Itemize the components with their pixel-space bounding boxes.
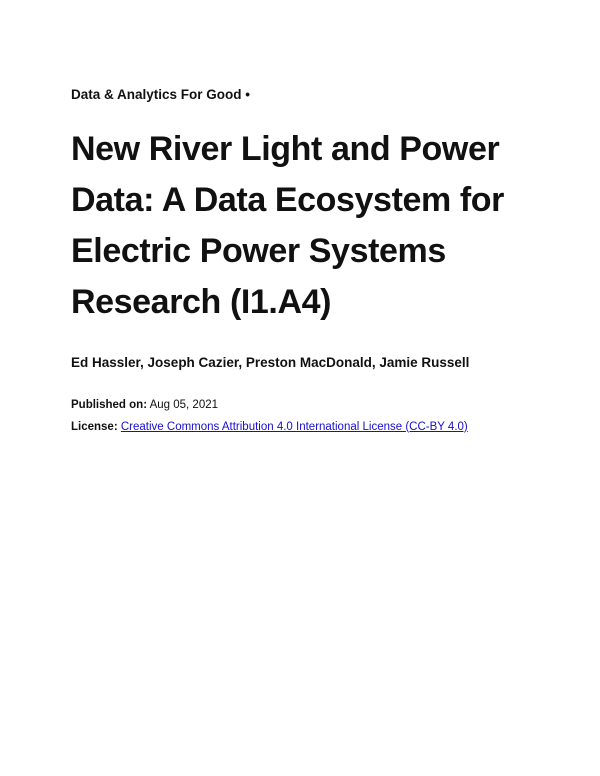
- title-line: Electric Power Systems: [71, 232, 446, 270]
- published-row: [71, 394, 541, 416]
- published-date: Aug 05, 2021: [149, 399, 219, 411]
- title-line: Data: A Data Ecosystem for: [71, 181, 504, 219]
- collection-label: Data & Analytics For Good •: [71, 87, 251, 102]
- title-line: New River Light and Power: [71, 130, 500, 168]
- document-metadata: [71, 394, 541, 438]
- license-link[interactable]: Creative Commons Attribution 4.0 International License (CC-BY 4.0): [120, 421, 468, 433]
- published-label: Published on:: [71, 399, 148, 411]
- document-page: [71, 86, 541, 438]
- license-label: License:: [71, 421, 118, 433]
- license-row: [71, 416, 541, 438]
- author-list: Ed Hassler, Joseph Cazier, Preston MacDonald, Jamie Russell: [71, 355, 470, 370]
- title-line: Research (I1.A4): [71, 283, 332, 321]
- document-title: [71, 124, 541, 328]
